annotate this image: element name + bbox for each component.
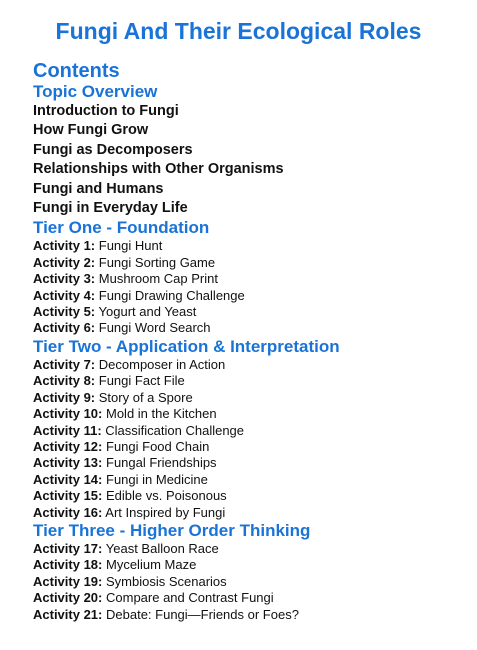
- activity-item: [33, 574, 473, 590]
- activity-title: Mold in the Kitchen: [106, 406, 217, 422]
- activity-item: [33, 607, 473, 623]
- activity-item: [33, 455, 473, 471]
- activity-title: Yeast Balloon Race: [105, 540, 219, 556]
- activity-title: Fungi Hunt: [98, 238, 163, 254]
- activity-item: [33, 304, 473, 320]
- activity-item: [33, 390, 473, 406]
- topic-item: Relationships with Other Organisms: [33, 161, 284, 178]
- activity-title: Fungi Food Chain: [106, 438, 210, 454]
- activity-label: Activity 6:: [33, 320, 96, 336]
- activity-item: [33, 439, 473, 455]
- activity-item: [33, 423, 473, 439]
- activity-title: Edible vs. Poisonous: [106, 488, 227, 504]
- topic-item: Introduction to Fungi: [33, 103, 179, 119]
- activity-label: Activity 7:: [33, 356, 96, 372]
- section-heading-tier-two: Tier Two - Application & Interpretation: [33, 336, 340, 356]
- activity-title: Mycelium Maze: [106, 557, 197, 573]
- activity-label: Activity 15:: [33, 488, 103, 504]
- activity-title: Art Inspired by Fungi: [105, 504, 226, 520]
- activity-label: Activity 8:: [33, 373, 96, 389]
- tier-three-activity-list: [33, 541, 473, 623]
- activity-title: Classification Challenge: [105, 422, 245, 438]
- activity-item: [33, 255, 473, 271]
- activity-label: Activity 4:: [33, 287, 96, 303]
- activity-title: Story of a Spore: [98, 389, 193, 405]
- activity-item: [33, 590, 473, 606]
- activity-label: Activity 14:: [33, 471, 103, 487]
- activity-label: Activity 3:: [33, 271, 96, 287]
- activity-label: Activity 19:: [33, 573, 103, 589]
- activity-item: [33, 238, 473, 254]
- activity-label: Activity 16:: [33, 504, 103, 520]
- activity-label: Activity 18:: [33, 557, 103, 573]
- activity-label: Activity 10:: [33, 406, 103, 422]
- table-of-contents: [33, 82, 473, 623]
- activity-label: Activity 11:: [33, 422, 102, 438]
- activity-title: Decomposer in Action: [98, 356, 226, 372]
- activity-item: [33, 357, 473, 373]
- activity-title: Compare and Contrast Fungi: [106, 590, 274, 606]
- activity-title: Fungi Sorting Game: [98, 254, 216, 270]
- activity-title: Mushroom Cap Print: [98, 271, 218, 287]
- activity-label: Activity 12:: [33, 438, 103, 454]
- activity-item: [33, 320, 473, 336]
- activity-item: [33, 488, 473, 504]
- activity-title: Symbiosis Scenarios: [106, 573, 227, 589]
- document-title: Fungi And Their Ecological Roles: [55, 18, 422, 44]
- activity-item: [33, 557, 473, 573]
- activity-item: [33, 505, 473, 521]
- activity-item: [33, 541, 473, 557]
- activity-title: Fungal Friendships: [106, 455, 217, 471]
- activity-title: Debate: Fungi—Friends or Foes?: [106, 606, 299, 622]
- tier-two-activity-list: [33, 357, 473, 521]
- activity-label: Activity 21:: [33, 606, 103, 622]
- activity-label: Activity 2:: [33, 254, 96, 270]
- section-heading-tier-one: Tier One - Foundation: [33, 218, 210, 238]
- tier-one-activity-list: [33, 238, 473, 336]
- activity-item: [33, 406, 473, 422]
- topic-item: How Fungi Grow: [33, 122, 149, 139]
- activity-label: Activity 13:: [33, 455, 103, 471]
- activity-item: [33, 472, 473, 488]
- activity-title: Fungi Word Search: [98, 320, 211, 336]
- activity-item: [33, 373, 473, 389]
- activity-title: Yogurt and Yeast: [98, 304, 197, 320]
- activity-title: Fungi Fact File: [98, 373, 185, 389]
- topic-item: Fungi in Everyday Life: [33, 200, 188, 217]
- activity-label: Activity 5:: [33, 304, 96, 320]
- topic-item: Fungi and Humans: [33, 180, 164, 197]
- contents-heading: Contents: [33, 60, 120, 82]
- activity-label: Activity 9:: [33, 389, 96, 405]
- topic-overview-list: [33, 102, 473, 218]
- activity-label: Activity 20:: [33, 590, 103, 606]
- section-heading-tier-three: Tier Three - Higher Order Thinking: [33, 520, 311, 540]
- activity-label: Activity 1:: [33, 238, 96, 254]
- activity-title: Fungi Drawing Challenge: [98, 287, 245, 303]
- section-heading-topic-overview: Topic Overview: [33, 82, 158, 101]
- activity-item: [33, 288, 473, 304]
- activity-label: Activity 17:: [33, 540, 103, 556]
- activity-item: [33, 271, 473, 287]
- topic-item: Fungi as Decomposers: [33, 141, 193, 158]
- activity-title: Fungi in Medicine: [106, 471, 208, 487]
